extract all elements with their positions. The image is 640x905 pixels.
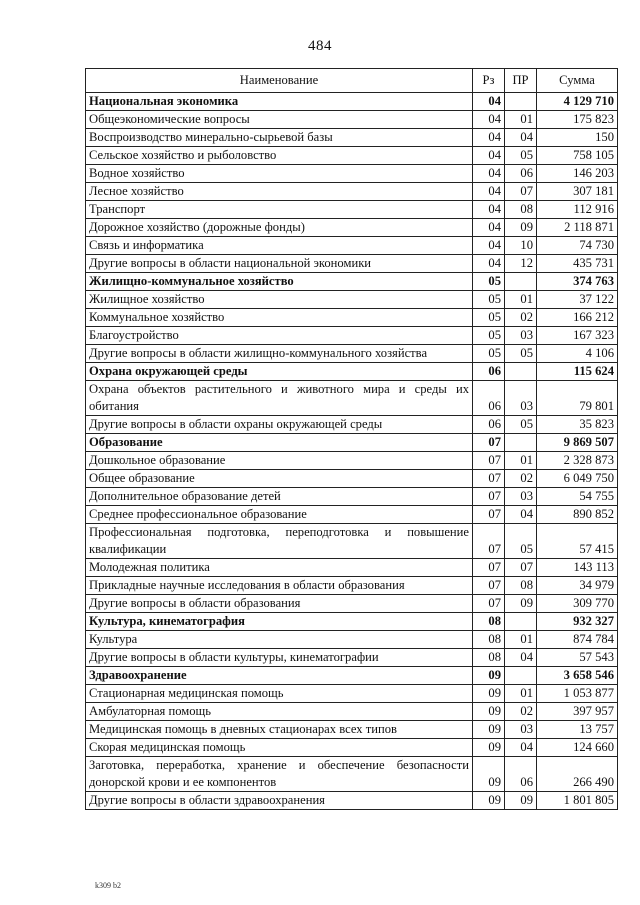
- table-row: [86, 219, 618, 237]
- cell-sum: 57 415: [537, 524, 618, 559]
- cell-name: Здравоохранение: [86, 667, 473, 685]
- header-sum: Сумма: [537, 69, 618, 93]
- cell-rz: 07: [473, 577, 505, 595]
- table-row: [86, 577, 618, 595]
- cell-pr: 05: [505, 345, 537, 363]
- cell-sum: 4 129 710: [537, 93, 618, 111]
- section-row: [86, 613, 618, 631]
- cell-name: Профессиональная подготовка, переподготовка и повышение квалификации: [86, 524, 473, 559]
- cell-sum: 37 122: [537, 291, 618, 309]
- cell-name: Благоустройство: [86, 327, 473, 345]
- table-row: [86, 559, 618, 577]
- table-row: [86, 631, 618, 649]
- cell-sum: 397 957: [537, 703, 618, 721]
- cell-name: Культура, кинематография: [86, 613, 473, 631]
- cell-name: Другие вопросы в области здравоохранения: [86, 792, 473, 810]
- cell-pr: [505, 273, 537, 291]
- cell-name: Образование: [86, 434, 473, 452]
- cell-name: Другие вопросы в области охраны окружающей среды: [86, 416, 473, 434]
- cell-name: Другие вопросы в области образования: [86, 595, 473, 613]
- table-row: [86, 757, 618, 792]
- cell-rz: 09: [473, 703, 505, 721]
- cell-name: Лесное хозяйство: [86, 183, 473, 201]
- cell-rz: 09: [473, 721, 505, 739]
- cell-rz: 04: [473, 219, 505, 237]
- table-row: [86, 129, 618, 147]
- cell-name: Молодежная политика: [86, 559, 473, 577]
- cell-pr: 07: [505, 183, 537, 201]
- header-name: Наименование: [86, 69, 473, 93]
- cell-rz: 04: [473, 237, 505, 255]
- cell-pr: 10: [505, 237, 537, 255]
- cell-sum: 2 328 873: [537, 452, 618, 470]
- cell-rz: 04: [473, 201, 505, 219]
- cell-sum: 435 731: [537, 255, 618, 273]
- cell-sum: 124 660: [537, 739, 618, 757]
- cell-pr: 04: [505, 129, 537, 147]
- cell-rz: 07: [473, 452, 505, 470]
- cell-rz: 07: [473, 595, 505, 613]
- cell-rz: 09: [473, 792, 505, 810]
- cell-pr: 01: [505, 685, 537, 703]
- table-row: [86, 345, 618, 363]
- cell-pr: [505, 667, 537, 685]
- cell-pr: 03: [505, 488, 537, 506]
- cell-name: Дошкольное образование: [86, 452, 473, 470]
- cell-rz: 09: [473, 685, 505, 703]
- cell-name: Другие вопросы в области жилищно-коммунального хозяйства: [86, 345, 473, 363]
- cell-pr: [505, 613, 537, 631]
- cell-name: Заготовка, переработка, хранение и обеспечение безопасности донорской крови и ее компонентов: [86, 757, 473, 792]
- page-number: 484: [308, 38, 332, 54]
- cell-sum: 9 869 507: [537, 434, 618, 452]
- cell-rz: 07: [473, 470, 505, 488]
- table-row: [86, 488, 618, 506]
- table-row: [86, 524, 618, 559]
- cell-name: Сельское хозяйство и рыболовство: [86, 147, 473, 165]
- cell-pr: 09: [505, 219, 537, 237]
- cell-name: Другие вопросы в области национальной экономики: [86, 255, 473, 273]
- table-row: [86, 183, 618, 201]
- cell-pr: 08: [505, 201, 537, 219]
- cell-rz: 07: [473, 506, 505, 524]
- cell-rz: 05: [473, 291, 505, 309]
- cell-name: Транспорт: [86, 201, 473, 219]
- cell-sum: 175 823: [537, 111, 618, 129]
- cell-sum: 54 755: [537, 488, 618, 506]
- cell-name: Жилищное хозяйство: [86, 291, 473, 309]
- cell-pr: 06: [505, 757, 537, 792]
- table-row: [86, 201, 618, 219]
- cell-pr: 04: [505, 506, 537, 524]
- cell-pr: 02: [505, 703, 537, 721]
- cell-pr: 08: [505, 577, 537, 595]
- cell-name: Амбулаторная помощь: [86, 703, 473, 721]
- cell-sum: 74 730: [537, 237, 618, 255]
- table-row: [86, 327, 618, 345]
- cell-name: Связь и информатика: [86, 237, 473, 255]
- cell-rz: 06: [473, 416, 505, 434]
- cell-sum: 112 916: [537, 201, 618, 219]
- table-header-row: [86, 69, 618, 93]
- cell-name: Воспроизводство минерально-сырьевой базы: [86, 129, 473, 147]
- cell-sum: 1 053 877: [537, 685, 618, 703]
- cell-rz: 08: [473, 649, 505, 667]
- header-rz: Рз: [473, 69, 505, 93]
- cell-pr: 02: [505, 470, 537, 488]
- cell-pr: 02: [505, 309, 537, 327]
- cell-sum: 115 624: [537, 363, 618, 381]
- cell-sum: 2 118 871: [537, 219, 618, 237]
- cell-pr: [505, 363, 537, 381]
- cell-pr: 01: [505, 452, 537, 470]
- cell-rz: 08: [473, 631, 505, 649]
- table-row: [86, 381, 618, 416]
- table-row: [86, 595, 618, 613]
- cell-pr: 06: [505, 165, 537, 183]
- cell-pr: 01: [505, 631, 537, 649]
- cell-name: Охрана объектов растительного и животного мира и среды их обитания: [86, 381, 473, 416]
- cell-rz: 04: [473, 255, 505, 273]
- cell-sum: 932 327: [537, 613, 618, 631]
- cell-name: Охрана окружающей среды: [86, 363, 473, 381]
- table-row: [86, 470, 618, 488]
- cell-name: Среднее профессиональное образование: [86, 506, 473, 524]
- table-row: [86, 739, 618, 757]
- cell-rz: 04: [473, 93, 505, 111]
- cell-pr: 01: [505, 291, 537, 309]
- table-row: [86, 649, 618, 667]
- table-row: [86, 685, 618, 703]
- cell-sum: 874 784: [537, 631, 618, 649]
- cell-pr: 03: [505, 721, 537, 739]
- cell-pr: 03: [505, 327, 537, 345]
- cell-pr: 05: [505, 416, 537, 434]
- cell-rz: 08: [473, 613, 505, 631]
- table-row: [86, 792, 618, 810]
- cell-pr: 09: [505, 792, 537, 810]
- budget-table: [85, 68, 618, 810]
- cell-pr: 07: [505, 559, 537, 577]
- cell-pr: 04: [505, 649, 537, 667]
- cell-pr: 01: [505, 111, 537, 129]
- cell-name: Прикладные научные исследования в области образования: [86, 577, 473, 595]
- cell-sum: 1 801 805: [537, 792, 618, 810]
- cell-pr: 09: [505, 595, 537, 613]
- cell-sum: 150: [537, 129, 618, 147]
- cell-pr: [505, 434, 537, 452]
- cell-rz: 07: [473, 559, 505, 577]
- cell-rz: 09: [473, 739, 505, 757]
- cell-name: Общеэкономические вопросы: [86, 111, 473, 129]
- cell-name: Другие вопросы в области культуры, кинематографии: [86, 649, 473, 667]
- cell-rz: 09: [473, 757, 505, 792]
- section-row: [86, 93, 618, 111]
- cell-rz: 05: [473, 309, 505, 327]
- cell-name: Коммунальное хозяйство: [86, 309, 473, 327]
- cell-sum: 307 181: [537, 183, 618, 201]
- cell-rz: 04: [473, 129, 505, 147]
- table-row: [86, 309, 618, 327]
- cell-rz: 07: [473, 434, 505, 452]
- cell-sum: 890 852: [537, 506, 618, 524]
- cell-sum: 34 979: [537, 577, 618, 595]
- cell-pr: 04: [505, 739, 537, 757]
- cell-name: Водное хозяйство: [86, 165, 473, 183]
- cell-name: Национальная экономика: [86, 93, 473, 111]
- cell-name: Жилищно-коммунальное хозяйство: [86, 273, 473, 291]
- table-body: [86, 93, 618, 810]
- cell-sum: 35 823: [537, 416, 618, 434]
- cell-sum: 166 212: [537, 309, 618, 327]
- table-row: [86, 721, 618, 739]
- cell-name: Дополнительное образование детей: [86, 488, 473, 506]
- table-row: [86, 165, 618, 183]
- cell-rz: 07: [473, 488, 505, 506]
- cell-pr: 12: [505, 255, 537, 273]
- cell-rz: 05: [473, 345, 505, 363]
- cell-sum: 6 049 750: [537, 470, 618, 488]
- cell-sum: 167 323: [537, 327, 618, 345]
- cell-sum: 143 113: [537, 559, 618, 577]
- cell-sum: 146 203: [537, 165, 618, 183]
- cell-rz: 04: [473, 183, 505, 201]
- cell-sum: 57 543: [537, 649, 618, 667]
- table-row: [86, 416, 618, 434]
- cell-sum: 758 105: [537, 147, 618, 165]
- table-row: [86, 237, 618, 255]
- table-row: [86, 506, 618, 524]
- cell-pr: 05: [505, 524, 537, 559]
- cell-name: Скорая медицинская помощь: [86, 739, 473, 757]
- section-row: [86, 363, 618, 381]
- section-row: [86, 434, 618, 452]
- cell-pr: 05: [505, 147, 537, 165]
- cell-sum: 374 763: [537, 273, 618, 291]
- cell-sum: 4 106: [537, 345, 618, 363]
- table-row: [86, 291, 618, 309]
- cell-rz: 04: [473, 147, 505, 165]
- cell-sum: 13 757: [537, 721, 618, 739]
- cell-rz: 06: [473, 363, 505, 381]
- table-row: [86, 703, 618, 721]
- cell-sum: 79 801: [537, 381, 618, 416]
- footer-code: k309 b2: [95, 881, 121, 890]
- cell-name: Дорожное хозяйство (дорожные фонды): [86, 219, 473, 237]
- cell-rz: 04: [473, 165, 505, 183]
- section-row: [86, 667, 618, 685]
- table-row: [86, 111, 618, 129]
- cell-name: Медицинская помощь в дневных стационарах всех типов: [86, 721, 473, 739]
- cell-rz: 05: [473, 327, 505, 345]
- cell-name: Стационарная медицинская помощь: [86, 685, 473, 703]
- cell-sum: 309 770: [537, 595, 618, 613]
- table-row: [86, 452, 618, 470]
- cell-sum: 266 490: [537, 757, 618, 792]
- cell-rz: 09: [473, 667, 505, 685]
- cell-pr: 03: [505, 381, 537, 416]
- cell-rz: 05: [473, 273, 505, 291]
- cell-pr: [505, 93, 537, 111]
- cell-name: Культура: [86, 631, 473, 649]
- cell-name: Общее образование: [86, 470, 473, 488]
- cell-rz: 06: [473, 381, 505, 416]
- cell-rz: 07: [473, 524, 505, 559]
- cell-sum: 3 658 546: [537, 667, 618, 685]
- cell-rz: 04: [473, 111, 505, 129]
- header-pr: ПР: [505, 69, 537, 93]
- section-row: [86, 273, 618, 291]
- table-row: [86, 147, 618, 165]
- table-row: [86, 255, 618, 273]
